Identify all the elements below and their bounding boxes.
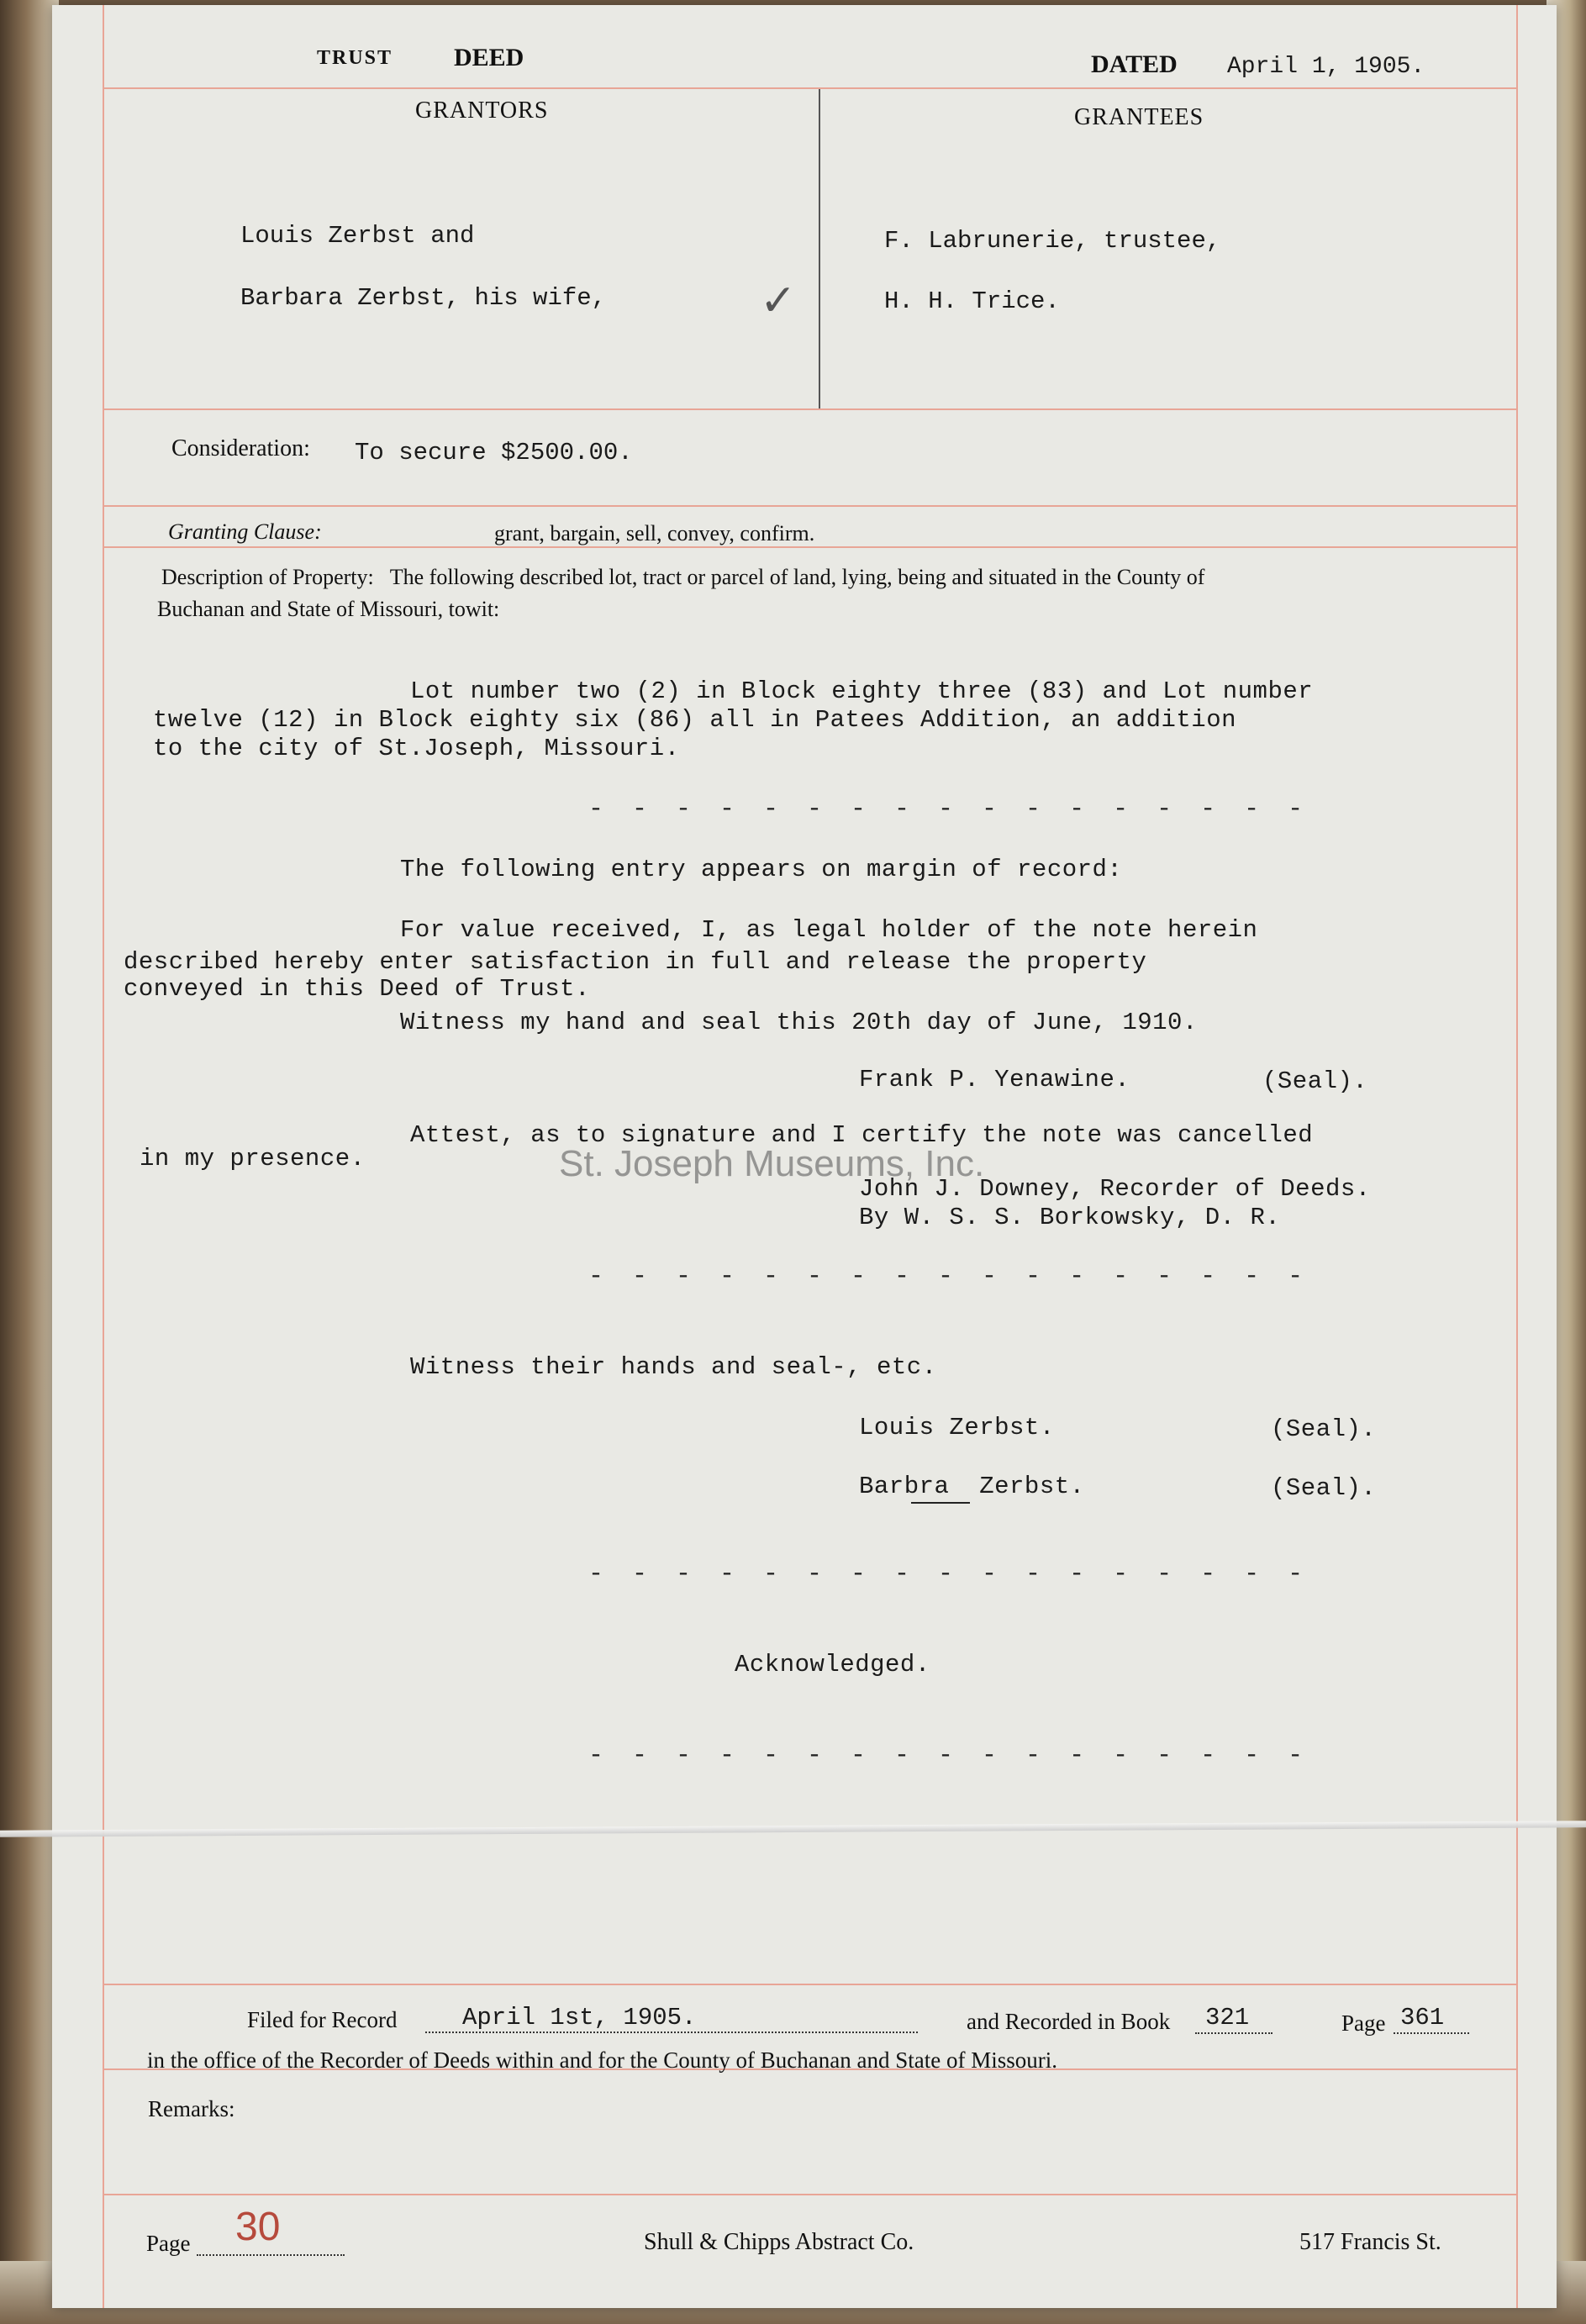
- footer-company: Shull & Chipps Abstract Co.: [644, 2229, 914, 2255]
- footer-address: 517 Francis St.: [1299, 2229, 1441, 2255]
- margin-entry-line-3: conveyed in this Deed of Trust.: [124, 975, 590, 1003]
- book-number: 321: [1205, 2004, 1250, 2032]
- rule-granting-bottom: [103, 546, 1518, 548]
- dated-value: April 1, 1905.: [1227, 54, 1425, 80]
- binder-edge-left: [0, 0, 59, 2324]
- rule-header: [103, 87, 1518, 89]
- margin-entry-line-1: For value received, I, as legal holder of the note herein: [400, 916, 1258, 944]
- column-divider: [819, 89, 820, 408]
- rule-consideration-bottom: [103, 505, 1518, 507]
- book-underline: [1195, 2032, 1272, 2034]
- witness-line: Witness their hands and seal-, etc.: [410, 1353, 937, 1381]
- office-line: in the office of the Recorder of Deeds within and for the County of Buchanan and State of Missouri.: [147, 2047, 1057, 2073]
- consideration-label: Consideration:: [171, 435, 310, 461]
- recorded-label: and Recorded in Book: [967, 2009, 1171, 2034]
- description-label-line-1: Description of Property: The following described lot, tract or parcel of land, lying, being and situated in the County of: [161, 565, 1205, 589]
- grantor-line-1: Louis Zerbst and: [240, 222, 475, 250]
- granting-clause-label: Granting Clause:: [168, 519, 322, 544]
- footer-page-label: Page: [146, 2231, 191, 2256]
- grantor-line-2: Barbara Zerbst, his wife,: [240, 284, 607, 312]
- museum-watermark: St. Joseph Museums, Inc.: [559, 1143, 985, 1184]
- property-line-3: to the city of St.Joseph, Missouri.: [153, 735, 680, 762]
- margin-entry-line-4: Witness my hand and seal this 20th day of June, 1910.: [400, 1009, 1198, 1036]
- margin-signer: Frank P. Yenawine.: [859, 1066, 1130, 1093]
- grantors-heading: GRANTORS: [415, 97, 549, 124]
- margin-seal: (Seal).: [1262, 1067, 1368, 1095]
- page-underline: [1394, 2032, 1469, 2034]
- granting-clause-value: grant, bargain, sell, convey, confirm.: [494, 521, 815, 545]
- footer-page-underline: [197, 2254, 345, 2256]
- attest-line-2: in my presence.: [140, 1145, 366, 1173]
- rule-remarks-bottom: [103, 2194, 1518, 2195]
- deputy-line: By W. S. S. Borkowsky, D. R.: [859, 1204, 1281, 1231]
- consideration-value: To secure $2500.00.: [355, 439, 633, 466]
- acknowledged-text: Acknowledged.: [735, 1651, 930, 1678]
- rule-filing-top: [103, 1984, 1518, 1985]
- description-label-line-2: Buchanan and State of Missouri, towit:: [157, 597, 500, 621]
- recorder-line: John J. Downey, Recorder of Deeds.: [859, 1175, 1371, 1203]
- barbra-underline: [911, 1502, 970, 1504]
- rule-parties-bottom: [103, 408, 1518, 410]
- margin-entry-intro: The following entry appears on margin of record:: [400, 856, 1123, 883]
- filed-value-underline: [425, 2032, 918, 2033]
- separator-3: - - - - - - - - - - - - - - - - -: [588, 1560, 1310, 1589]
- margin-entry-line-2: described hereby enter satisfaction in full and release the property: [124, 948, 1147, 976]
- margin-rule-left: [103, 5, 104, 2308]
- separator-4: - - - - - - - - - - - - - - - - -: [588, 1742, 1310, 1770]
- separator-1: - - - - - - - - - - - - - - - - -: [588, 795, 1310, 824]
- witness-signer-1: Louis Zerbst.: [859, 1414, 1055, 1441]
- deed-type-trust: TRUST: [317, 47, 393, 69]
- page-number: 361: [1400, 2004, 1445, 2032]
- filed-value: April 1st, 1905.: [462, 2004, 697, 2032]
- checkmark-icon: ✓: [760, 276, 797, 326]
- property-line-2: twelve (12) in Block eighty six (86) all in Patees Addition, an addition: [153, 706, 1237, 734]
- witness-seal-1: (Seal).: [1271, 1415, 1377, 1443]
- page-label: Page: [1341, 2010, 1386, 2036]
- margin-rule-right: [1516, 5, 1518, 2308]
- footer-page-number: 30: [235, 2205, 281, 2249]
- separator-2: - - - - - - - - - - - - - - - - -: [588, 1262, 1310, 1291]
- grantees-heading: GRANTEES: [1074, 104, 1204, 130]
- property-line-1: Lot number two (2) in Block eighty three (83) and Lot number: [410, 677, 1314, 705]
- filed-label: Filed for Record: [247, 2007, 398, 2032]
- remarks-label: Remarks:: [148, 2096, 235, 2121]
- grantee-line-2: H. H. Trice.: [884, 287, 1060, 315]
- deed-type-deed: DEED: [454, 44, 524, 71]
- witness-signer-2: Barbra Zerbst.: [859, 1473, 1085, 1500]
- witness-seal-2: (Seal).: [1271, 1474, 1377, 1502]
- dated-label: DATED: [1091, 50, 1178, 78]
- attest-line-1: Attest, as to signature and I certify the note was cancelled: [410, 1121, 1314, 1149]
- grantee-line-1: F. Labrunerie, trustee,: [884, 227, 1221, 255]
